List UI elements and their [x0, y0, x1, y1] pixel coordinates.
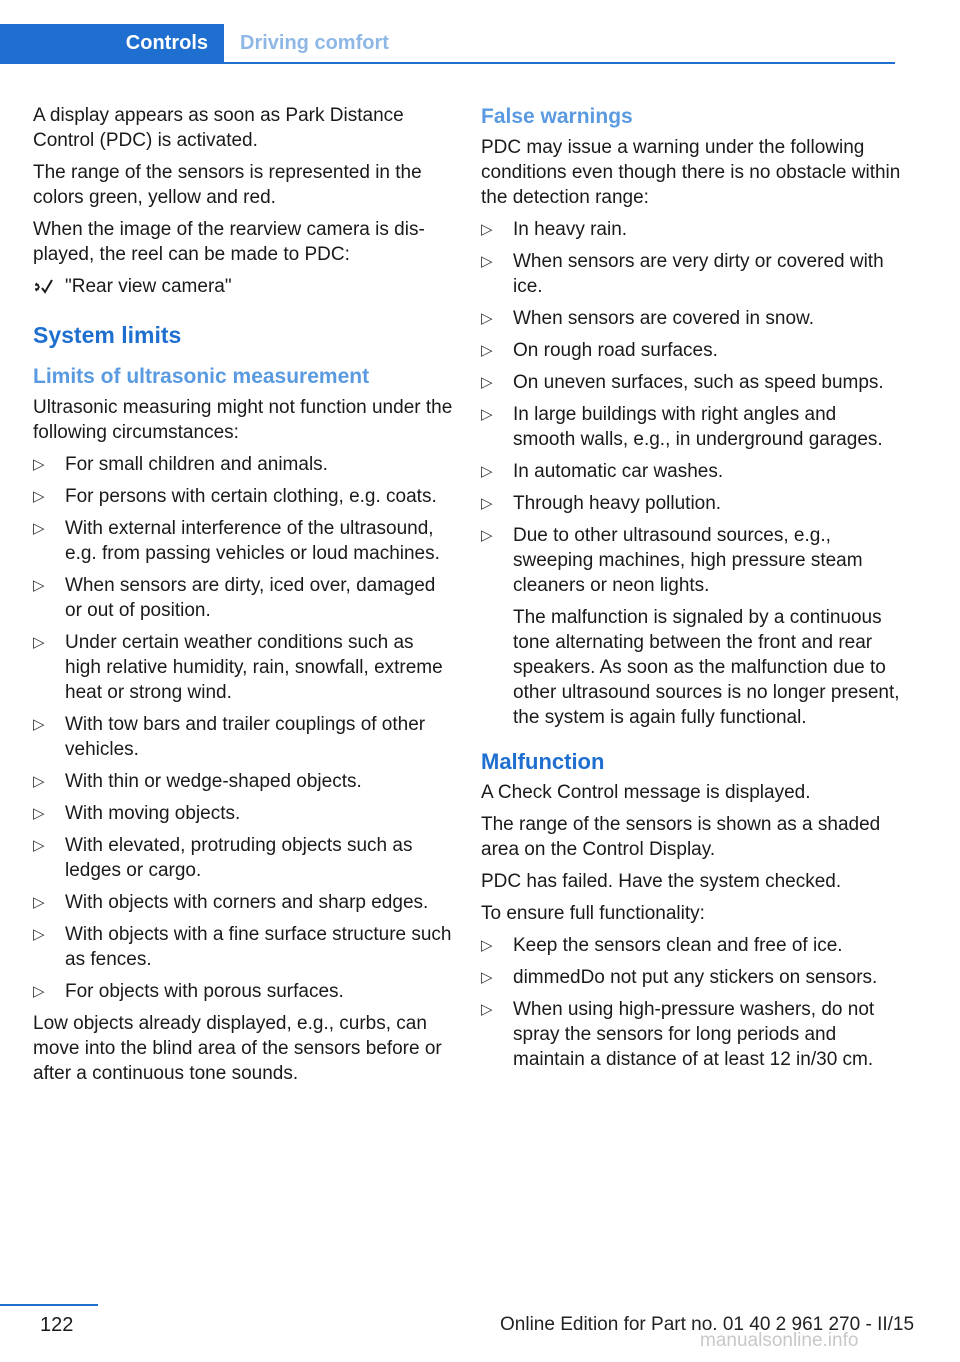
heading-ultrasonic-limits: Limits of ultrasonic measurement: [33, 365, 370, 388]
triangle-bullet-icon: ▷: [33, 773, 45, 790]
triangle-bullet-icon: ▷: [33, 983, 45, 1000]
triangle-bullet-icon: ▷: [33, 805, 45, 822]
paragraph: PDC may issue a warning under the following conditions even though there is no obstacle within the detection range:: [481, 137, 901, 208]
paragraph: The malfunction is signaled by a continuous tone alternating between the front and rear speakers. As soon as the malfunction due to other ultrasound sources is no longer present, the system is again fully functional.: [513, 607, 900, 728]
list-item: ▷ With moving objects.: [33, 803, 241, 824]
page-number: 122: [40, 1314, 74, 1336]
heading-malfunction: Malfunction: [481, 749, 605, 774]
paragraph: PDC has failed. Have the system checked.: [481, 871, 842, 892]
camera-label: "Rear view camera": [65, 276, 232, 297]
triangle-bullet-icon: ▷: [481, 969, 493, 986]
right-column: [481, 103, 901, 1079]
triangle-bullet-icon: ▷: [33, 894, 45, 911]
rear-view-camera-icon: [33, 276, 55, 298]
list-item: ▷ For small children and animals.: [33, 454, 328, 475]
watermark: manualsonline.info: [700, 1330, 859, 1351]
list-item: ▷ In automatic car washes.: [481, 461, 724, 482]
triangle-bullet-icon: ▷: [33, 488, 45, 505]
triangle-bullet-icon: ▷: [481, 221, 493, 238]
list-item: ▷ With elevated, protruding objects such as ledges or cargo.: [33, 835, 413, 881]
false-warnings-list: [481, 217, 901, 598]
triangle-bullet-icon: ▷: [481, 527, 493, 544]
paragraph: Ultrasonic measuring might not function under the following circumstances:: [33, 397, 453, 443]
list-item: ▷ Under certain weather conditions such as high relative humidity, rain, snowfall, extreme heat or strong wind.: [33, 632, 443, 703]
list-item: ▷ With external interference of the ultrasound, e.g. from passing vehicles or loud machines.: [33, 518, 440, 564]
paragraph: When the image of the rearview camera is displayed, the reel can be made to PDC:: [33, 219, 425, 265]
list-item: ▷ With objects with corners and sharp edges.: [33, 892, 429, 913]
list-item: ▷ When sensors are very dirty or covered with ice.: [481, 251, 884, 297]
camera-line: [33, 274, 453, 299]
triangle-bullet-icon: ▷: [481, 495, 493, 512]
list-item: ▷ When using high-pressure washers, do not spray the sensors for long periods and maintain a distance of at least 12 in/30 cm.: [481, 999, 875, 1070]
list-item: ▷ Due to other ultrasound sources, e.g., sweeping machines, high pressure steam cleaners or neon lights.: [481, 525, 863, 596]
list-item: ▷ Through heavy pollution.: [481, 493, 722, 514]
list-item: ▷ With objects with a fine surface structure such as fences.: [33, 924, 452, 970]
paragraph: The range of the sensors is represented in the colors green, yellow and red.: [33, 162, 422, 208]
triangle-bullet-icon: ▷: [33, 634, 45, 651]
left-column: [33, 103, 453, 1093]
list-item: ▷ On rough road surfaces.: [481, 340, 718, 361]
footer-rule: [0, 1304, 98, 1306]
edition-text: Online Edition for Part no. 01 40 2 961 270 - II/15: [500, 1314, 915, 1335]
paragraph: Low objects already displayed, e.g., curbs, can move into the blind area of the sensors before or after a continuous tone sounds.: [33, 1013, 442, 1084]
functionality-list: [481, 933, 901, 1072]
list-item: ▷ In large buildings with right angles and smooth walls, e.g., in underground garages.: [481, 404, 883, 450]
ultrasonic-limits-list: [33, 452, 453, 1004]
triangle-bullet-icon: ▷: [481, 463, 493, 480]
triangle-bullet-icon: ▷: [481, 310, 493, 327]
page-header: [0, 24, 895, 64]
list-item: ▷ For persons with certain clothing, e.g. coats.: [33, 486, 437, 507]
list-item: ▷ When sensors are covered in snow.: [481, 308, 814, 329]
paragraph: A Check Control message is displayed.: [481, 782, 811, 803]
list-item: ▷ On uneven surfaces, such as speed bumps.: [481, 372, 884, 393]
list-item: ▷ Keep the sensors clean and free of ice.: [481, 935, 843, 956]
triangle-bullet-icon: ▷: [33, 716, 45, 733]
triangle-bullet-icon: ▷: [33, 837, 45, 854]
heading-system-limits: System limits: [33, 322, 182, 348]
list-item: ▷ For objects with porous surfaces.: [33, 981, 344, 1002]
list-item: ▷ dimmedDo not put any stickers on sensors.: [481, 967, 878, 988]
paragraph: The range of the sensors is shown as a shaded area on the Control Display.: [481, 814, 881, 860]
tab-driving-comfort: Driving comfort: [240, 31, 389, 54]
list-item: ▷ With thin or wedge-shaped objects.: [33, 771, 362, 792]
triangle-bullet-icon: ▷: [33, 577, 45, 594]
list-item: ▷ With tow bars and trailer couplings of other vehicles.: [33, 714, 426, 760]
triangle-bullet-icon: ▷: [481, 1001, 493, 1018]
triangle-bullet-icon: ▷: [481, 342, 493, 359]
heading-false-warnings: False warnings: [481, 105, 633, 128]
triangle-bullet-icon: ▷: [33, 520, 45, 537]
triangle-bullet-icon: ▷: [481, 374, 493, 391]
paragraph: A display appears as soon as Park Distance Control (PDC) is activated.: [33, 105, 404, 151]
paragraph: To ensure full functionality:: [481, 903, 705, 924]
tab-controls: Controls: [0, 24, 224, 62]
triangle-bullet-icon: ▷: [33, 456, 45, 473]
triangle-bullet-icon: ▷: [481, 937, 493, 954]
triangle-bullet-icon: ▷: [481, 406, 493, 423]
list-item: ▷ When sensors are dirty, iced over, damaged or out of position.: [33, 575, 436, 621]
triangle-bullet-icon: ▷: [33, 926, 45, 943]
triangle-bullet-icon: ▷: [481, 253, 493, 270]
list-item: ▷ In heavy rain.: [481, 219, 628, 240]
